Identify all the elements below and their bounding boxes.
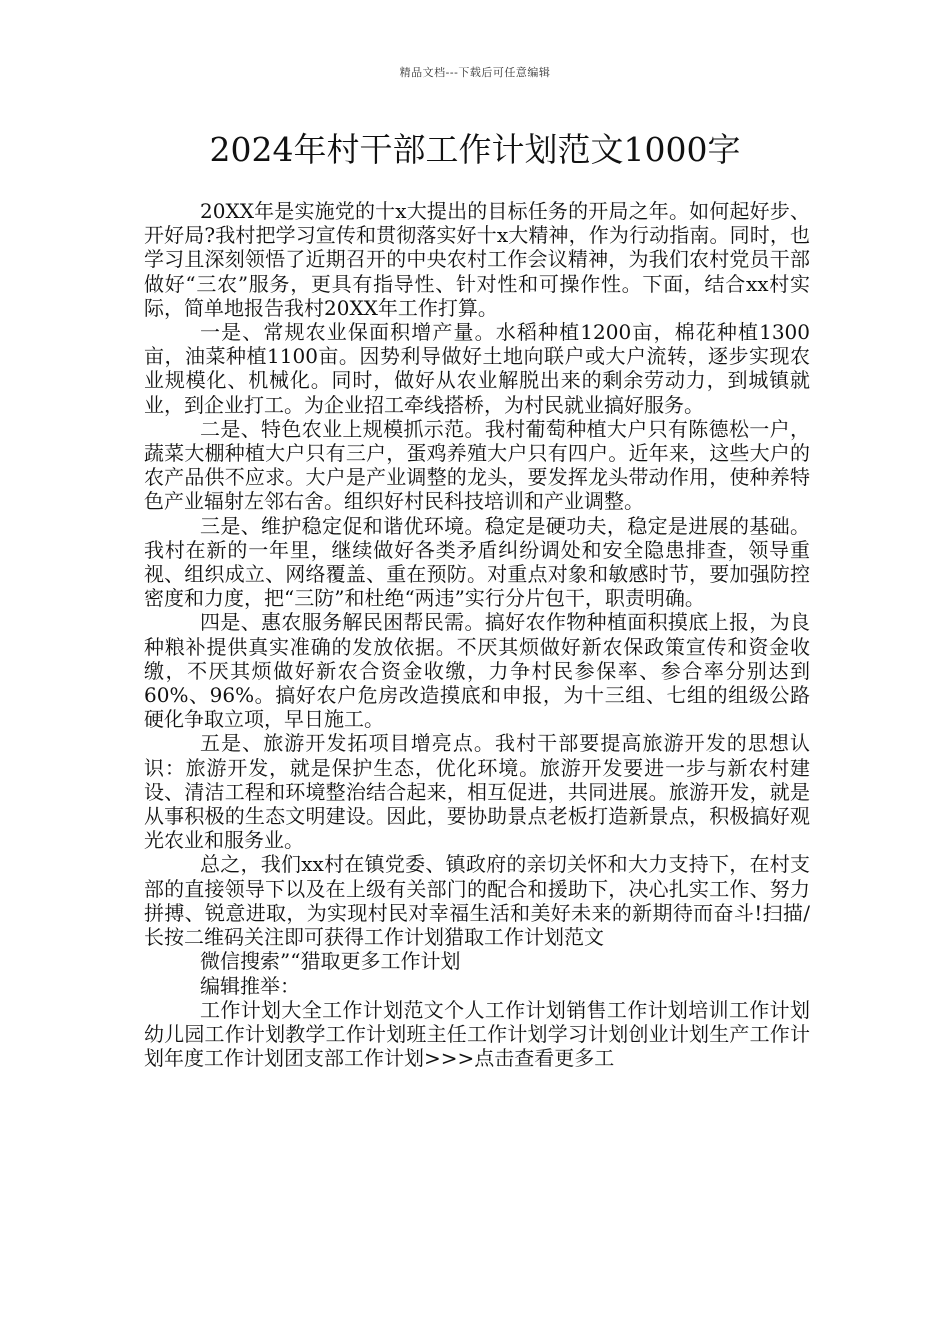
paragraph-item-1: 一是、常规农业保面积增产量。水稻种植1200亩，棉花种植1300亩，油菜种植1100亩。因势利导做好土地向联户或大户流转，逐步实现农业规模化、机械化。同时，做好从农业解脱出来的剩余劳动力，到城镇就业，到企业打工。为企业招工牵线搭桥，为村民就业搞好服务。	[144, 320, 810, 417]
paragraph-item-4: 四是、惠农服务解民困帮民需。搞好农作物种植面积摸底上报，为良种粮补提供真实准确的发放依据。不厌其烦做好新农保政策宣传和资金收缴，不厌其烦做好新农合资金收缴，力争村民参保率、参合率分别达到60%、96%。搞好农户危房改造摸底和申报，为十三组、七组的组级公路硬化争取立项，早日施工。	[144, 610, 810, 732]
document-body	[144, 199, 810, 1070]
paragraph-related-links: 工作计划大全工作计划范文个人工作计划销售工作计划培训工作计划幼儿园工作计划教学工作计划班主任工作计划学习计划创业计划生产工作计划年度工作计划团支部工作计划>>>点击查看更多工	[144, 997, 810, 1071]
paragraph-item-3: 三是、维护稳定促和谐优环境。稳定是硬功夫，稳定是进展的基础。我村在新的一年里，继续做好各类矛盾纠纷调处和安全隐患排查，领导重视、组织成立、网络覆盖、重在预防。对重点对象和敏感时节，要加强防控密度和力度，把“三防”和杜绝“两违”实行分片包干，职责明确。	[144, 513, 810, 611]
paragraph-conclusion: 总之，我们xx村在镇党委、镇政府的亲切关怀和大力支持下，在村支部的直接领导下以及在上级有关部门的配合和援助下，决心扎实工作、努力拼搏、锐意进取，为实现村民对幸福生活和美好未来的新期待而奋斗!扫描/长按二维码关注即可获得工作计划猎取工作计划范文	[144, 852, 810, 950]
paragraph-intro: 20XX年是实施党的十x大提出的目标任务的开局之年。如何起好步、开好局?我村把学习宣传和贯彻落实好十x大精神，作为行动指南。同时，也学习且深刻领悟了近期召开的中央农村工作会议精神，为我们农村党员干部做好“三农”服务，更具有指导性、针对性和可操作性。下面，结合xx村实际，简单地报告我村20XX年工作打算。	[144, 199, 810, 320]
paragraph-item-5: 五是、旅游开发拓项目增亮点。我村干部要提高旅游开发的思想认识：旅游开发，就是保护生态，优化环境。旅游开发要进一步与新农村建设、清洁工程和环境整治结合起来，相互促进，共同进展。旅游开发，就是从事积极的生态文明建设。因此，要协助景点老板打造新景点，积极搞好观光农业和服务业。	[144, 731, 810, 853]
paragraph-editor-recommend: 编辑推举：	[200, 973, 300, 998]
paragraph-item-2: 二是、特色农业上规模抓示范。我村葡萄种植大户只有陈德松一户，蔬菜大棚种植大户只有三户，蛋鸡养殖大户只有四户。近年来，这些大户的农产品供不应求。大户是产业调整的龙头，要发挥龙头带动作用，使种养特色产业辐射左邻右舍。组织好村民科技培训和产业调整。	[144, 416, 810, 514]
paragraph-wechat-search: 微信搜索”“猎取更多工作计划	[200, 949, 461, 974]
header-note: 精品文档---下载后可任意编辑	[399, 66, 551, 79]
document-title: 2024年村干部工作计划范文1000字	[209, 130, 741, 169]
